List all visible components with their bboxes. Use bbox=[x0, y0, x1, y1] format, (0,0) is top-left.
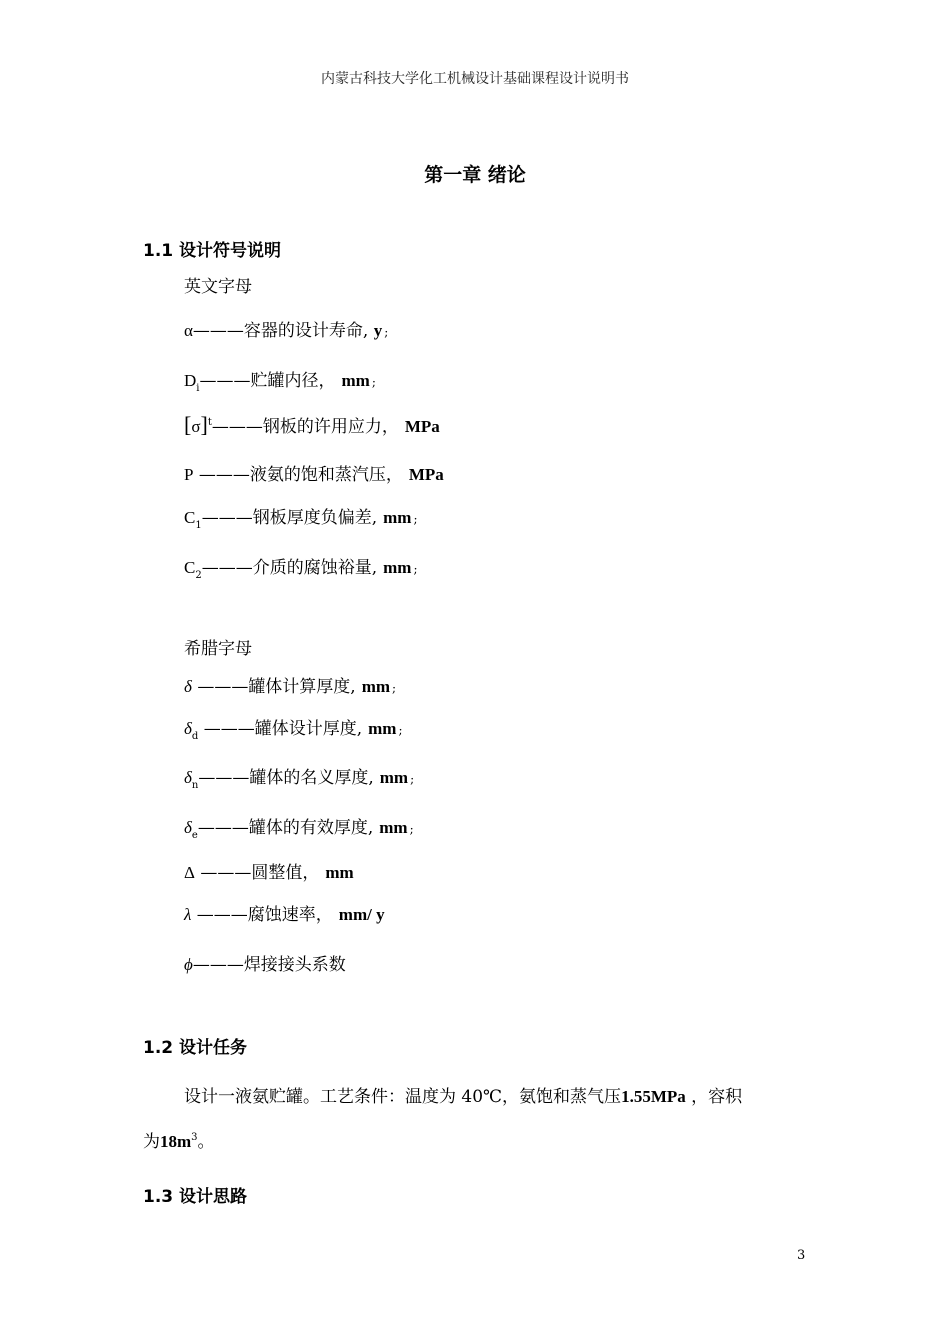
symbol-glyph: ϕ bbox=[184, 955, 193, 974]
symbol-glyph: P bbox=[184, 465, 194, 484]
symbol-unit: mm bbox=[368, 719, 397, 738]
symbol-end: ; bbox=[398, 723, 403, 737]
symbol-desc: ———钢板厚度负偏差, bbox=[201, 508, 378, 528]
symbol-delta-d bbox=[184, 714, 403, 742]
symbol-end: ; bbox=[413, 512, 418, 526]
greek-letters-heading: 希腊字母 bbox=[184, 639, 252, 659]
bracket-left: [ bbox=[184, 412, 192, 437]
symbol-end: ; bbox=[384, 325, 389, 339]
symbol-unit: mm bbox=[383, 558, 412, 577]
symbol-sub: i bbox=[196, 383, 200, 394]
symbol-desc: ———罐体计算厚度, bbox=[197, 677, 356, 697]
symbol-c2 bbox=[184, 553, 418, 581]
symbol-glyph: α bbox=[184, 321, 193, 340]
task-line-1 bbox=[184, 1082, 844, 1107]
bracket-right: ] bbox=[200, 412, 208, 437]
task-volume: 18m bbox=[160, 1132, 192, 1151]
symbol-end: ; bbox=[371, 375, 376, 389]
symbol-unit: mm/ y bbox=[338, 905, 385, 924]
symbol-glyph: D bbox=[184, 371, 197, 390]
symbol-delta bbox=[184, 672, 396, 697]
section-1-1-title: 1.1 设计符号说明 bbox=[143, 241, 282, 261]
section-1-2-title: 1.2 设计任务 bbox=[143, 1038, 248, 1058]
symbol-glyph: δ bbox=[184, 818, 192, 837]
symbol-di bbox=[184, 366, 376, 394]
symbol-desc: ———腐蚀速率， bbox=[196, 905, 333, 925]
task-text: 设计一液氨贮罐。工艺条件：温度为 40℃，氨饱和蒸气压 bbox=[184, 1087, 622, 1107]
symbol-sub: 1 bbox=[195, 520, 202, 531]
symbol-sub: d bbox=[191, 731, 199, 742]
section-1-3-title: 1.3 设计思路 bbox=[143, 1187, 248, 1207]
symbol-unit: mm bbox=[379, 768, 409, 787]
symbol-glyph: λ bbox=[184, 905, 192, 924]
english-letters-heading: 英文字母 bbox=[184, 277, 252, 297]
symbol-Delta bbox=[184, 858, 354, 883]
symbol-glyph: σ bbox=[191, 417, 201, 436]
symbol-sup: t bbox=[207, 417, 212, 428]
symbol-c1 bbox=[184, 503, 418, 531]
task-volume-exp: 3 bbox=[191, 1132, 198, 1143]
symbol-desc: ———罐体的名义厚度, bbox=[198, 768, 374, 788]
symbol-unit: mm bbox=[383, 508, 412, 527]
task-text: 为 bbox=[143, 1132, 160, 1152]
symbol-lambda bbox=[184, 900, 385, 925]
symbol-glyph: δ bbox=[184, 677, 192, 696]
symbol-desc: ———液氨的饱和蒸汽压， bbox=[198, 465, 403, 485]
page-number: 3 bbox=[797, 1248, 806, 1263]
symbol-unit: mm bbox=[341, 371, 370, 390]
symbol-sub: n bbox=[191, 780, 199, 791]
symbol-end: ; bbox=[409, 822, 414, 836]
symbol-end: ; bbox=[392, 681, 397, 695]
symbol-glyph: δ bbox=[184, 719, 192, 738]
symbol-glyph: C bbox=[184, 508, 196, 527]
symbol-end: ; bbox=[413, 562, 418, 576]
symbol-desc: ———罐体设计厚度, bbox=[203, 719, 363, 739]
symbol-unit: mm bbox=[379, 818, 408, 837]
symbol-desc: ———罐体的有效厚度, bbox=[197, 818, 374, 838]
symbol-sub: e bbox=[191, 830, 198, 841]
symbol-unit: MPa bbox=[408, 465, 444, 484]
task-text-end: 。 bbox=[197, 1132, 215, 1152]
symbol-glyph: δ bbox=[184, 768, 192, 787]
symbol-desc: ———圆整值， bbox=[200, 863, 320, 883]
symbol-p bbox=[184, 460, 444, 485]
symbol-glyph: Δ bbox=[184, 863, 195, 882]
symbol-desc: ———钢板的许用应力， bbox=[211, 417, 399, 437]
symbol-sigma bbox=[184, 412, 440, 438]
symbol-desc: ———介质的腐蚀裕量, bbox=[201, 558, 378, 578]
symbol-glyph: C bbox=[184, 558, 196, 577]
symbol-delta-n bbox=[184, 763, 414, 791]
page-header: 内蒙古科技大学化工机械设计基础课程设计说明书 bbox=[321, 71, 629, 87]
symbol-unit: MPa bbox=[404, 417, 440, 436]
symbol-alpha bbox=[184, 316, 388, 341]
symbol-sub: 2 bbox=[195, 570, 202, 581]
task-line-2 bbox=[143, 1127, 803, 1152]
symbol-desc: ———容器的设计寿命, bbox=[192, 321, 374, 341]
symbol-unit: mm bbox=[361, 677, 391, 696]
symbol-desc: ———贮罐内径， bbox=[199, 371, 336, 391]
symbol-delta-e bbox=[184, 813, 414, 841]
symbol-phi bbox=[184, 950, 346, 975]
symbol-unit: y bbox=[373, 321, 383, 340]
task-pressure: 1.55MPa bbox=[621, 1087, 686, 1106]
symbol-end: ; bbox=[410, 772, 415, 786]
symbol-unit: mm bbox=[325, 863, 354, 882]
chapter-title: 第一章 绪论 bbox=[424, 164, 526, 186]
task-text-tail: ，容积 bbox=[685, 1087, 743, 1107]
symbol-desc: ———焊接接头系数 bbox=[192, 955, 346, 975]
